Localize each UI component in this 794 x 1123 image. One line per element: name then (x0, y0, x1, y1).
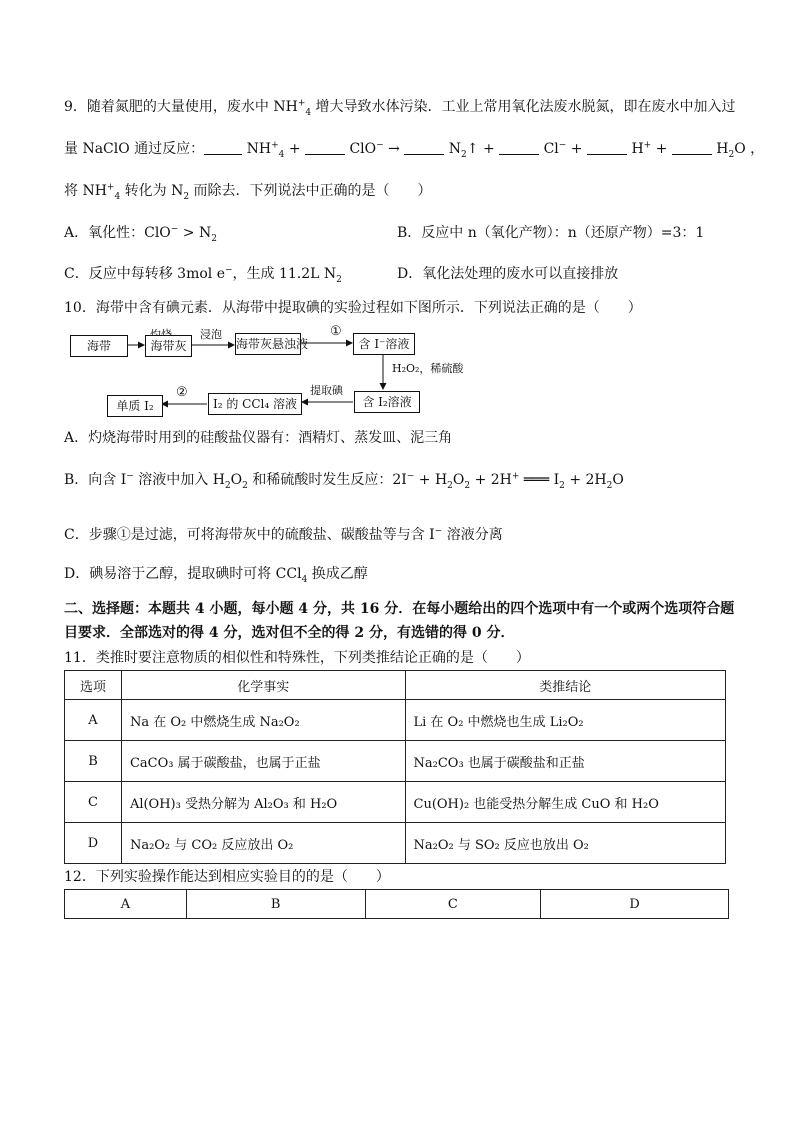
row-option: B (65, 741, 122, 782)
header-d: D (541, 890, 729, 919)
table-row (65, 823, 726, 864)
flow-box-ash: 海带灰 (145, 335, 192, 357)
header-option: 选项 (65, 671, 122, 700)
flow-label-extract: 提取碘 (310, 384, 343, 397)
flow-label-reagents: H₂O₂，稀硫酸 (392, 362, 464, 375)
q9-option-a: A．氧化性：$ClO^- > N_2$ (64, 224, 217, 244)
row-fact: Al(OH)₃ 受热分解为 Al₂O₃ 和 H₂O (121, 782, 405, 823)
header-fact: 化学事实 (121, 671, 405, 700)
q9-option-d: D．氧化法处理的废水可以直接排放 (397, 266, 619, 282)
row-fact: CaCO₃ 属于碳酸盐，也属于正盐 (121, 741, 405, 782)
flow-label-step2: ② (176, 385, 188, 400)
flow-label-step1: ① (330, 324, 342, 339)
row-conclusion: Cu(OH)₂ 也能受热分解生成 CuO 和 H₂O (405, 782, 726, 823)
q12-table (64, 889, 729, 919)
flow-box-suspension: 海带灰悬浊液 (235, 333, 301, 355)
q10-option-a: A．灼烧海带时用到的硅酸盐仪器有：酒精灯、蒸发皿、泥三角 (64, 430, 453, 446)
row-fact: Na₂O₂ 与 CO₂ 反应放出 O₂ (121, 823, 405, 864)
flow-box-elemental-iodine: 单质 I₂ (107, 395, 163, 417)
header-a: A (65, 890, 187, 919)
q12-stem: 12．下列实验操作能达到相应实验目的的是（ ） (64, 869, 390, 885)
section2-instructions-line2: 目要求．全部选对的得 4 分，选对但不全的得 2 分，有选错的得 0 分． (64, 625, 515, 641)
flow-box-kelp: 海带 (70, 335, 128, 357)
q9-stem-line1: 9．随着氮肥的大量使用，废水中 $NH^+_4$ 增大导致水体污染．工业上常用氧化法废水脱氮，即在废水中加入过 (64, 98, 736, 118)
header-b: B (186, 890, 365, 919)
table-header-row (65, 890, 729, 919)
flow-box-iodine-solution: 含 I₂溶液 (354, 391, 420, 413)
q11-stem: 11．类推时要注意物质的相似性和特殊性，下列类推结论正确的是（ ） (64, 650, 530, 666)
header-conclusion: 类推结论 (405, 671, 726, 700)
q9-option-b: B．反应中 n（氧化产物）：n（还原产物）=3：1 (397, 225, 705, 241)
table-row (65, 782, 726, 823)
q11-table (64, 670, 726, 864)
q9-option-c: C．反应中每转移 3mol e−，生成 11.2L $N_2$ (64, 265, 342, 285)
q10-stem: 10．海带中含有碘元素．从海带中提取碘的实验过程如下图所示．下列说法正确的是（ ） (64, 300, 642, 316)
table-row (65, 741, 726, 782)
row-conclusion: Li 在 O₂ 中燃烧也生成 Li₂O₂ (405, 700, 726, 741)
flow-label-soak: 浸泡 (200, 328, 222, 341)
row-option: A (65, 700, 122, 741)
q9-stem-line3: 将 $NH^+_4$ 转化为 $N_2$ 而除去．下列说法中正确的是（ ） (64, 182, 432, 202)
row-conclusion: Na₂CO₃ 也属于碳酸盐和正盐 (405, 741, 726, 782)
flow-box-ccl4-solution: I₂ 的 CCl₄ 溶液 (208, 393, 302, 415)
flow-box-iodide-solution: 含 I⁻溶液 (353, 333, 415, 355)
section2-instructions-line1: 二、选择题：本题共 4 小题，每小题 4 分，共 16 分．在每小题给出的四个选项中有一个或两个选项符合题 (64, 601, 735, 617)
q10-option-b: B．向含 I− 溶液中加入 $H_2O_2$ 和稀硫酸时发生反应：$2I^- + H_2O_2 + 2H^+$ ═══ $I_2 + 2H_2O$ (64, 471, 624, 491)
row-conclusion: Na₂O₂ 与 SO₂ 反应也放出 O₂ (405, 823, 726, 864)
table-header-row (65, 671, 726, 700)
q9-reaction-equation: 量 NaClO 通过反应： $NH^+_4 + ClO^-$ → $N_2↑ + Cl^- + H^+ + H_2O$ ， (64, 140, 765, 160)
row-option: D (65, 823, 122, 864)
row-fact: Na 在 O₂ 中燃烧生成 Na₂O₂ (121, 700, 405, 741)
q10-option-d: D．碘易溶于乙醇，提取碘时可将 CCl$_4$ 换成乙醇 (64, 566, 368, 585)
row-option: C (65, 782, 122, 823)
header-c: C (365, 890, 541, 919)
table-row (65, 700, 726, 741)
q10-option-c: C．步骤①是过滤，可将海带灰中的硫酸盐、碳酸盐等与含 I− 溶液分离 (64, 526, 503, 543)
